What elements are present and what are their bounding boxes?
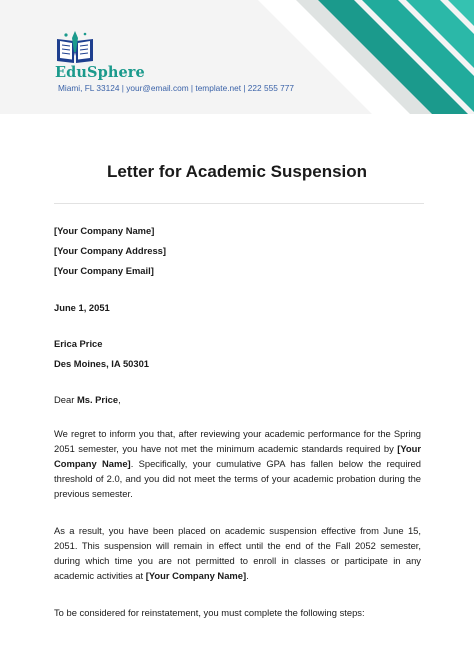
paragraph-1-text-after: . Specifically, your cumulative GPA has fallen below the required threshold of 2.0, and you did not meet the terms of your academic probation during the previous semester. xyxy=(54,458,421,499)
sender-company-email: [Your Company Email] xyxy=(54,265,154,276)
salutation-name: Ms. Price xyxy=(76,394,119,405)
title-divider xyxy=(54,203,424,204)
sender-company-name: [Your Company Name] xyxy=(54,225,155,236)
letter-title: Letter for Academic Suspension xyxy=(106,162,368,181)
paragraph-2-text-before: As a result, you have been placed on academic suspension effective from June 15, 2051. This suspension will remain in effect until the end of the Fall 2052 semester, during which time you are not permitted to enroll in classes or participate in any academic activities at xyxy=(54,525,421,581)
sender-company-address: [Your Company Address] xyxy=(54,245,166,256)
paragraph-1 xyxy=(54,426,421,501)
brand-name: EduSphere xyxy=(55,64,145,81)
letterhead xyxy=(0,0,474,114)
paragraph-2-text-after: . xyxy=(246,570,249,581)
salutation xyxy=(54,394,121,405)
recipient-name: Erica Price xyxy=(54,338,103,349)
paragraph-2 xyxy=(54,523,421,583)
open-book-pen-icon xyxy=(55,30,95,64)
salutation-suffix: , xyxy=(118,394,121,405)
paragraph-1-company: [Your Company Name] xyxy=(54,443,421,469)
salutation-prefix: Dear xyxy=(54,394,77,405)
contact-line: Miami, FL 33124 | your@email.com | template.net | 222 555 777 xyxy=(58,83,294,93)
letter-date: June 1, 2051 xyxy=(54,302,110,313)
paragraph-2-company: [Your Company Name] xyxy=(145,570,247,581)
paragraph-3: To be considered for reinstatement, you must complete the following steps: xyxy=(54,607,365,618)
recipient-city-line: Des Moines, IA 50301 xyxy=(54,358,150,369)
paragraph-1-text-before: We regret to inform you that, after reviewing your academic performance for the Spring 2051 semester, you have not met the minimum academic standards required by xyxy=(54,428,421,454)
